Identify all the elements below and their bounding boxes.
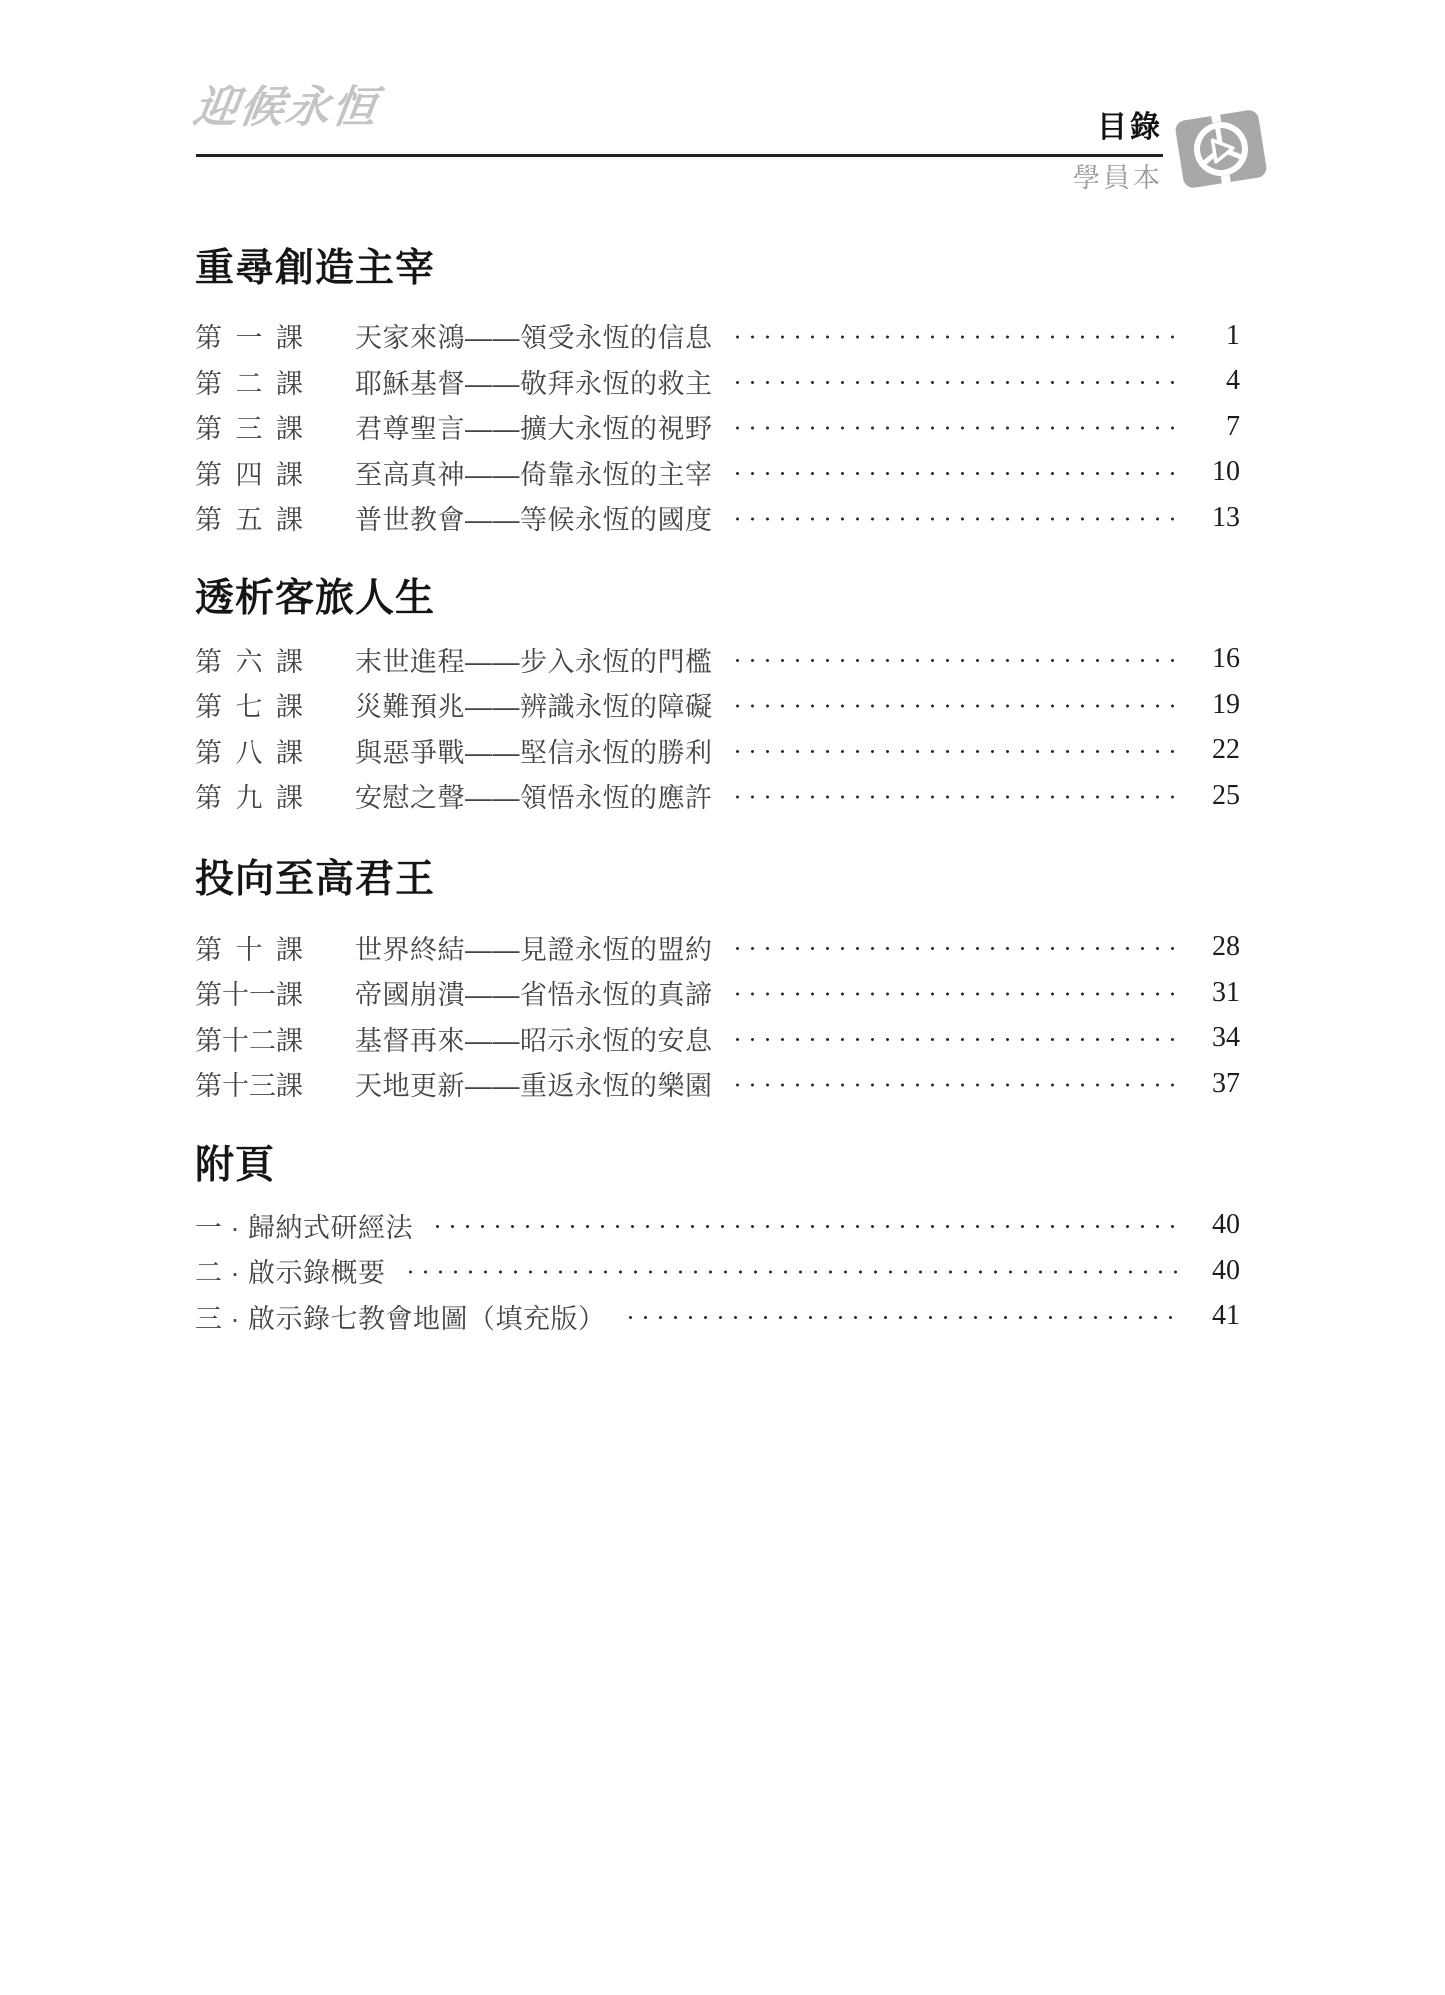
page-number: 1 (1226, 319, 1240, 351)
toc-entry (195, 773, 1240, 819)
toc-body (195, 225, 1240, 1339)
header-divider (196, 154, 1163, 157)
dot-leader (726, 313, 1180, 359)
dot-leader (726, 450, 1180, 496)
appendix-title: 一 · 歸納式研經法 (195, 1212, 413, 1243)
lesson-number: 第 七 課 (195, 692, 303, 723)
lesson-title: 帝國崩潰——省悟永恆的真諦 (355, 980, 713, 1011)
lesson-number: 第 三 課 (195, 414, 303, 445)
toc-entry (195, 925, 1240, 971)
lesson-number: 第 五 課 (195, 505, 303, 536)
rounded-square-shutter-icon (1170, 100, 1272, 198)
toc-entry (195, 1061, 1240, 1107)
lesson-number: 第 六 課 (195, 646, 303, 677)
page-number: 4 (1226, 365, 1240, 397)
page-title: 目錄 (1097, 111, 1163, 144)
page-number: 41 (1212, 1300, 1240, 1332)
toc-entry (195, 728, 1240, 774)
lesson-number: 第十三課 (195, 1071, 303, 1102)
lesson-title: 災難預兆——辨識永恆的障礙 (355, 692, 713, 723)
toc-entry (195, 682, 1240, 728)
toc-entry (195, 495, 1240, 541)
edition-label: 學員本 (1073, 163, 1163, 193)
dot-leader (726, 773, 1180, 819)
brand-logo: 迎候永恒 (190, 82, 382, 133)
lesson-number: 第 一 課 (195, 323, 303, 354)
lesson-title: 末世進程——步入永恆的門檻 (355, 646, 713, 677)
toc-entry (195, 404, 1240, 450)
lesson-number: 第 二 課 (195, 368, 303, 399)
lesson-title: 安慰之聲——領悟永恆的應許 (355, 783, 713, 814)
dot-leader (726, 925, 1180, 971)
page-number: 37 (1212, 1067, 1240, 1099)
dot-leader (726, 1061, 1180, 1107)
page-number: 19 (1212, 688, 1240, 720)
page-number: 16 (1212, 643, 1240, 675)
section-heading: 投向至高君王 (195, 857, 436, 901)
dot-leader (619, 1294, 1180, 1340)
page-number: 13 (1212, 501, 1240, 533)
page-number: 22 (1212, 734, 1240, 766)
lesson-title: 基督再來——昭示永恆的安息 (355, 1025, 713, 1056)
dot-leader (399, 1248, 1180, 1294)
page-number: 34 (1212, 1022, 1240, 1054)
lesson-title: 天地更新——重返永恆的樂園 (355, 1071, 713, 1102)
toc-entry (195, 313, 1240, 359)
lesson-number: 第 八 課 (195, 737, 303, 768)
page-number: 40 (1212, 1209, 1240, 1241)
page-number: 40 (1212, 1254, 1240, 1286)
appendix-title: 三 · 啟示錄七教會地圖（填充版） (195, 1303, 606, 1334)
lesson-number: 第 四 課 (195, 459, 303, 490)
lesson-title: 天家來鴻——領受永恆的信息 (355, 323, 713, 354)
dot-leader (726, 404, 1180, 450)
dot-leader (726, 495, 1180, 541)
toc-section (195, 859, 1240, 1107)
lesson-title: 世界終結——見證永恆的盟約 (355, 934, 713, 965)
toc-section (195, 578, 1240, 819)
dot-leader (726, 682, 1180, 728)
toc-entry (195, 1203, 1240, 1249)
appendix-section (195, 1145, 1240, 1340)
appendix-title: 二 · 啟示錄概要 (195, 1258, 386, 1289)
lesson-number: 第 十 課 (195, 934, 303, 965)
page-number: 28 (1212, 931, 1240, 963)
toc-entry (195, 1294, 1240, 1340)
lesson-number: 第 九 課 (195, 783, 303, 814)
lesson-title: 與惡爭戰——堅信永恆的勝利 (355, 737, 713, 768)
page-number: 10 (1212, 456, 1240, 488)
lesson-number: 第十一課 (195, 980, 303, 1011)
lesson-title: 耶穌基督——敬拜永恆的救主 (355, 368, 713, 399)
dot-leader (726, 728, 1180, 774)
toc-entry (195, 1016, 1240, 1062)
page-number: 25 (1212, 779, 1240, 811)
dot-leader (726, 1016, 1180, 1062)
toc-entry (195, 970, 1240, 1016)
section-heading: 附頁 (195, 1143, 276, 1187)
toc-entry (195, 1248, 1240, 1294)
dot-leader (426, 1203, 1179, 1249)
dot-leader (726, 359, 1180, 405)
lesson-title: 君尊聖言——擴大永恆的視野 (355, 414, 713, 445)
toc-entry (195, 637, 1240, 683)
toc-section (195, 248, 1240, 541)
lesson-title: 至高真神——倚靠永恆的主宰 (355, 459, 713, 490)
dot-leader (726, 970, 1180, 1016)
section-heading: 重尋創造主宰 (195, 247, 436, 290)
dot-leader (726, 637, 1180, 683)
lesson-number: 第十二課 (195, 1025, 303, 1056)
toc-entry (195, 450, 1240, 496)
toc-entry (195, 359, 1240, 405)
page-number: 31 (1212, 976, 1240, 1008)
lesson-title: 普世教會——等候永恆的國度 (355, 505, 713, 536)
page-number: 7 (1226, 410, 1240, 442)
section-heading: 透析客旅人生 (195, 576, 436, 620)
